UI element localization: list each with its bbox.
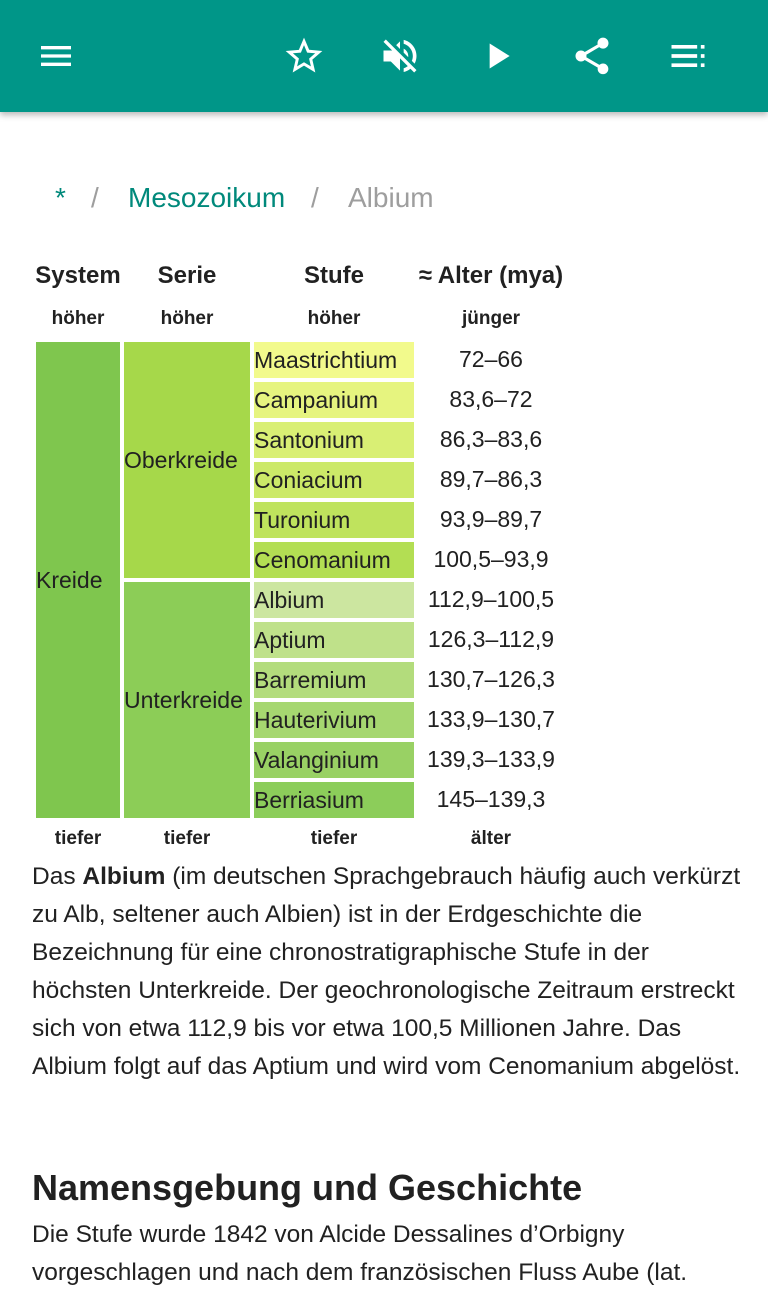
stage-age: 93,9–89,7	[439, 506, 543, 532]
share-icon	[570, 34, 614, 78]
bottom-label-serie: tiefer	[163, 828, 211, 849]
overflow-menu-button[interactable]	[660, 28, 716, 84]
stage-name: Cenomanium	[254, 546, 391, 573]
series-cell-lower[interactable]	[124, 582, 250, 818]
section-heading: Namensgebung und Geschichte	[32, 1167, 583, 1208]
breadcrumb-current: Albium	[348, 182, 434, 213]
sound-toggle-button[interactable]	[372, 28, 428, 84]
system-name: Kreide	[36, 566, 103, 593]
volume-off-icon	[378, 34, 422, 78]
stage-name: Albium	[254, 586, 325, 613]
stage-age: 86,3–83,6	[439, 426, 543, 452]
stage-name: Valanginium	[254, 746, 379, 773]
stage-cell[interactable]	[254, 542, 414, 578]
breadcrumb-separator: /	[311, 182, 319, 213]
intro-term: Albium	[82, 863, 166, 890]
stage-age: 139,3–133,9	[427, 746, 555, 772]
series-cell-upper[interactable]	[124, 342, 250, 578]
breadcrumb-parent-link[interactable]: Mesozoikum	[128, 182, 286, 213]
top-label-stufe: höher	[307, 308, 361, 329]
stage-name: Aptium	[254, 626, 326, 653]
stage-age: 133,9–130,7	[427, 706, 555, 732]
share-button[interactable]	[564, 28, 620, 84]
header-system: System	[35, 262, 121, 289]
app-bar	[0, 0, 768, 112]
breadcrumb-root-link[interactable]: *	[55, 182, 66, 213]
series-name: Unterkreide	[124, 686, 243, 713]
series-name: Oberkreide	[124, 446, 238, 473]
stage-name: Hauterivium	[254, 706, 377, 733]
stage-age: 145–139,3	[436, 786, 546, 812]
stage-cell[interactable]	[254, 422, 414, 458]
stage-cell[interactable]	[254, 582, 414, 618]
stage-cell[interactable]	[254, 782, 414, 818]
section-paragraph: Die Stufe wurde 1842 von Alcide Dessalines d’Orbigny vorgeschlagen und nach dem französischen Fluss Aube (lat.	[32, 1221, 688, 1286]
stage-cell[interactable]	[254, 342, 414, 378]
stage-cell[interactable]	[254, 382, 414, 418]
stage-age: 100,5–93,9	[433, 546, 549, 572]
top-label-alter: jünger	[461, 308, 521, 329]
stage-name: Campanium	[254, 386, 378, 413]
stage-name: Turonium	[254, 506, 351, 533]
stage-name: Maastrichtium	[254, 346, 398, 373]
playlist-icon	[666, 34, 710, 78]
intro-text: (im deutschen Sprachgebrauch häufig auch verkürzt zu Alb, seltener auch Albien) ist in der Erdgeschichte die Bezeichnung für eine chronostratigraphische Stufe in der höchsten Unterkreide. Der geochronologische Zeitraum erstreckt sich von etwa 112,9 bis vor etwa 100,5 Millionen Jahre. Das Albium folgt auf das Aptium und wird vom Cenomanium abgelöst.	[32, 863, 741, 1081]
stage-cell[interactable]	[254, 702, 414, 738]
stage-age: 130,7–126,3	[427, 666, 555, 692]
bottom-label-system: tiefer	[54, 828, 102, 849]
stage-age: 112,9–100,5	[427, 586, 555, 612]
play-button[interactable]	[470, 28, 526, 84]
stage-cell[interactable]	[254, 502, 414, 538]
stage-age: 83,6–72	[449, 386, 533, 412]
stage-name: Barremium	[254, 666, 367, 693]
stage-cell[interactable]	[254, 742, 414, 778]
stage-age: 126,3–112,9	[427, 626, 555, 652]
header-stufe: Stufe	[304, 262, 364, 289]
top-label-system: höher	[51, 308, 105, 329]
breadcrumb-separator: /	[91, 182, 99, 213]
stage-name: Berriasium	[254, 786, 364, 813]
star-icon	[282, 34, 326, 78]
stage-name: Santonium	[254, 426, 364, 453]
stage-age: 72–66	[459, 346, 523, 372]
menu-icon	[36, 36, 76, 76]
bottom-label-alter: älter	[470, 828, 512, 849]
stage-cell[interactable]	[254, 622, 414, 658]
system-cell[interactable]	[36, 342, 120, 818]
stage-name: Coniacium	[254, 466, 363, 493]
stage-age: 89,7–86,3	[439, 466, 543, 492]
favorite-button[interactable]	[276, 28, 332, 84]
play-icon	[478, 36, 518, 76]
header-alter: ≈ Alter (mya)	[418, 262, 564, 289]
intro-paragraph	[32, 858, 742, 1087]
intro-text-start: Das	[32, 863, 83, 890]
stage-cell[interactable]	[254, 662, 414, 698]
stage-cell[interactable]	[254, 462, 414, 498]
bottom-label-stufe: tiefer	[310, 828, 358, 849]
header-serie: Serie	[157, 262, 217, 289]
top-label-serie: höher	[160, 308, 214, 329]
menu-button[interactable]	[28, 28, 84, 84]
